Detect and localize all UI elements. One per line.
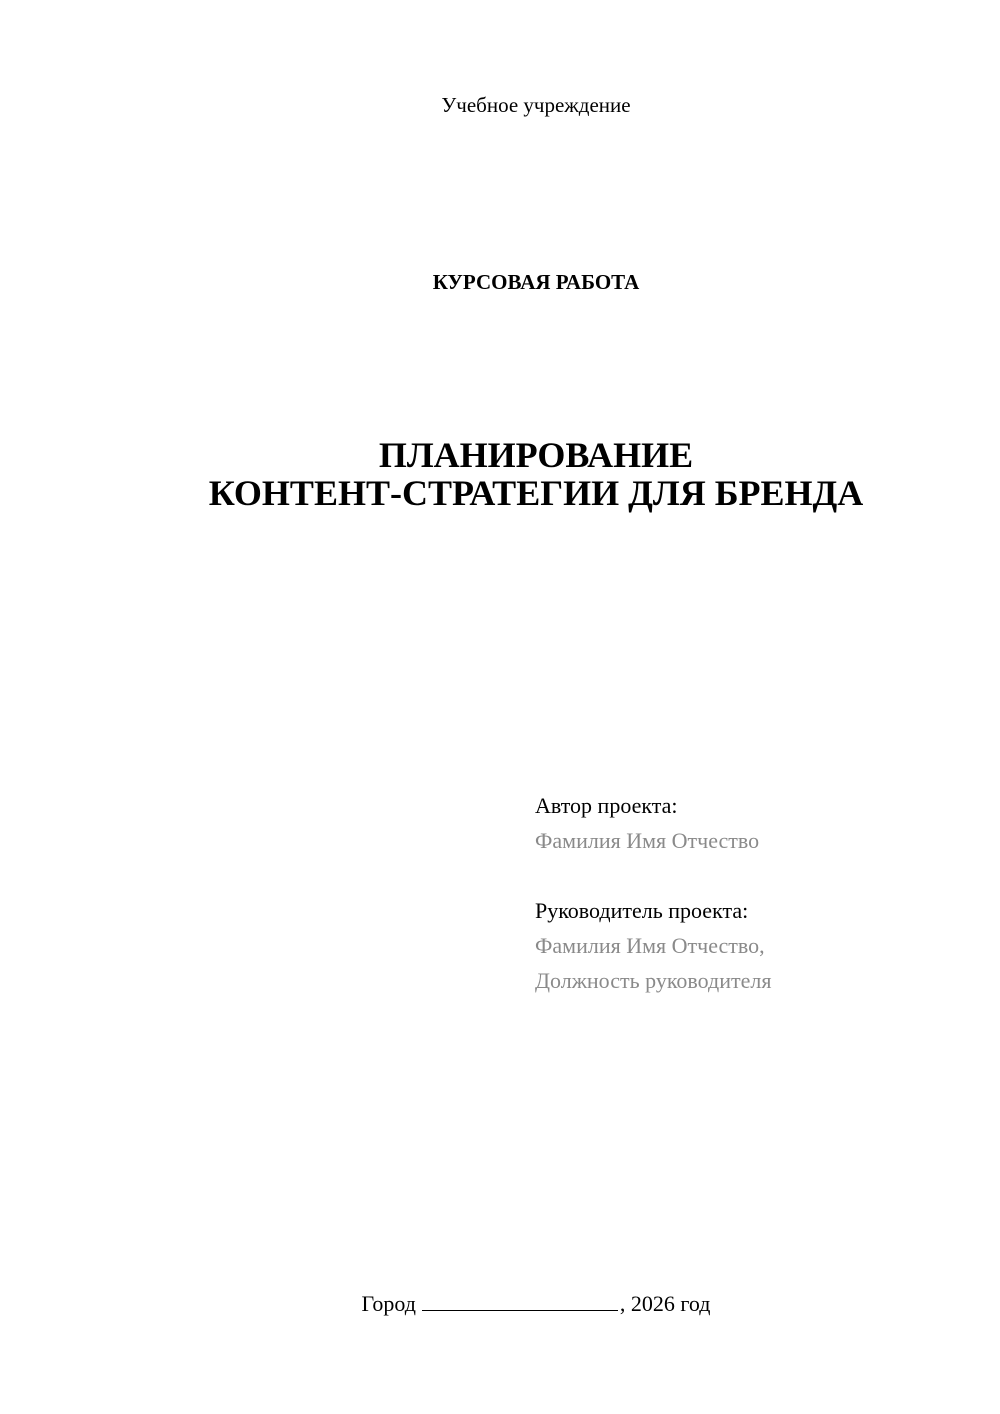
document-title [0,436,1000,512]
document-title-line-2: КОНТЕНТ-СТРАТЕГИИ ДЛЯ БРЕНДА [208,473,864,513]
supervisor-name: Фамилия Имя Отчество, [535,933,765,958]
credits-spacer [535,858,975,893]
author-label: Автор проекта: [535,793,678,818]
author-name: Фамилия Имя Отчество [535,828,760,853]
document-title-line-1: ПЛАНИРОВАНИЕ [378,435,694,475]
city-year-line [0,1290,1000,1318]
year-text: , 2026 год [619,1291,711,1316]
institution-name: Учебное учреждение [441,93,631,117]
work-type-heading: КУРСОВАЯ РАБОТА [432,270,640,294]
city-label: Город [361,1291,416,1316]
supervisor-label: Руководитель проекта: [535,898,749,923]
supervisor-position: Должность руководителя [535,968,772,993]
credits-block [535,788,975,998]
city-blank-line [422,1290,618,1311]
